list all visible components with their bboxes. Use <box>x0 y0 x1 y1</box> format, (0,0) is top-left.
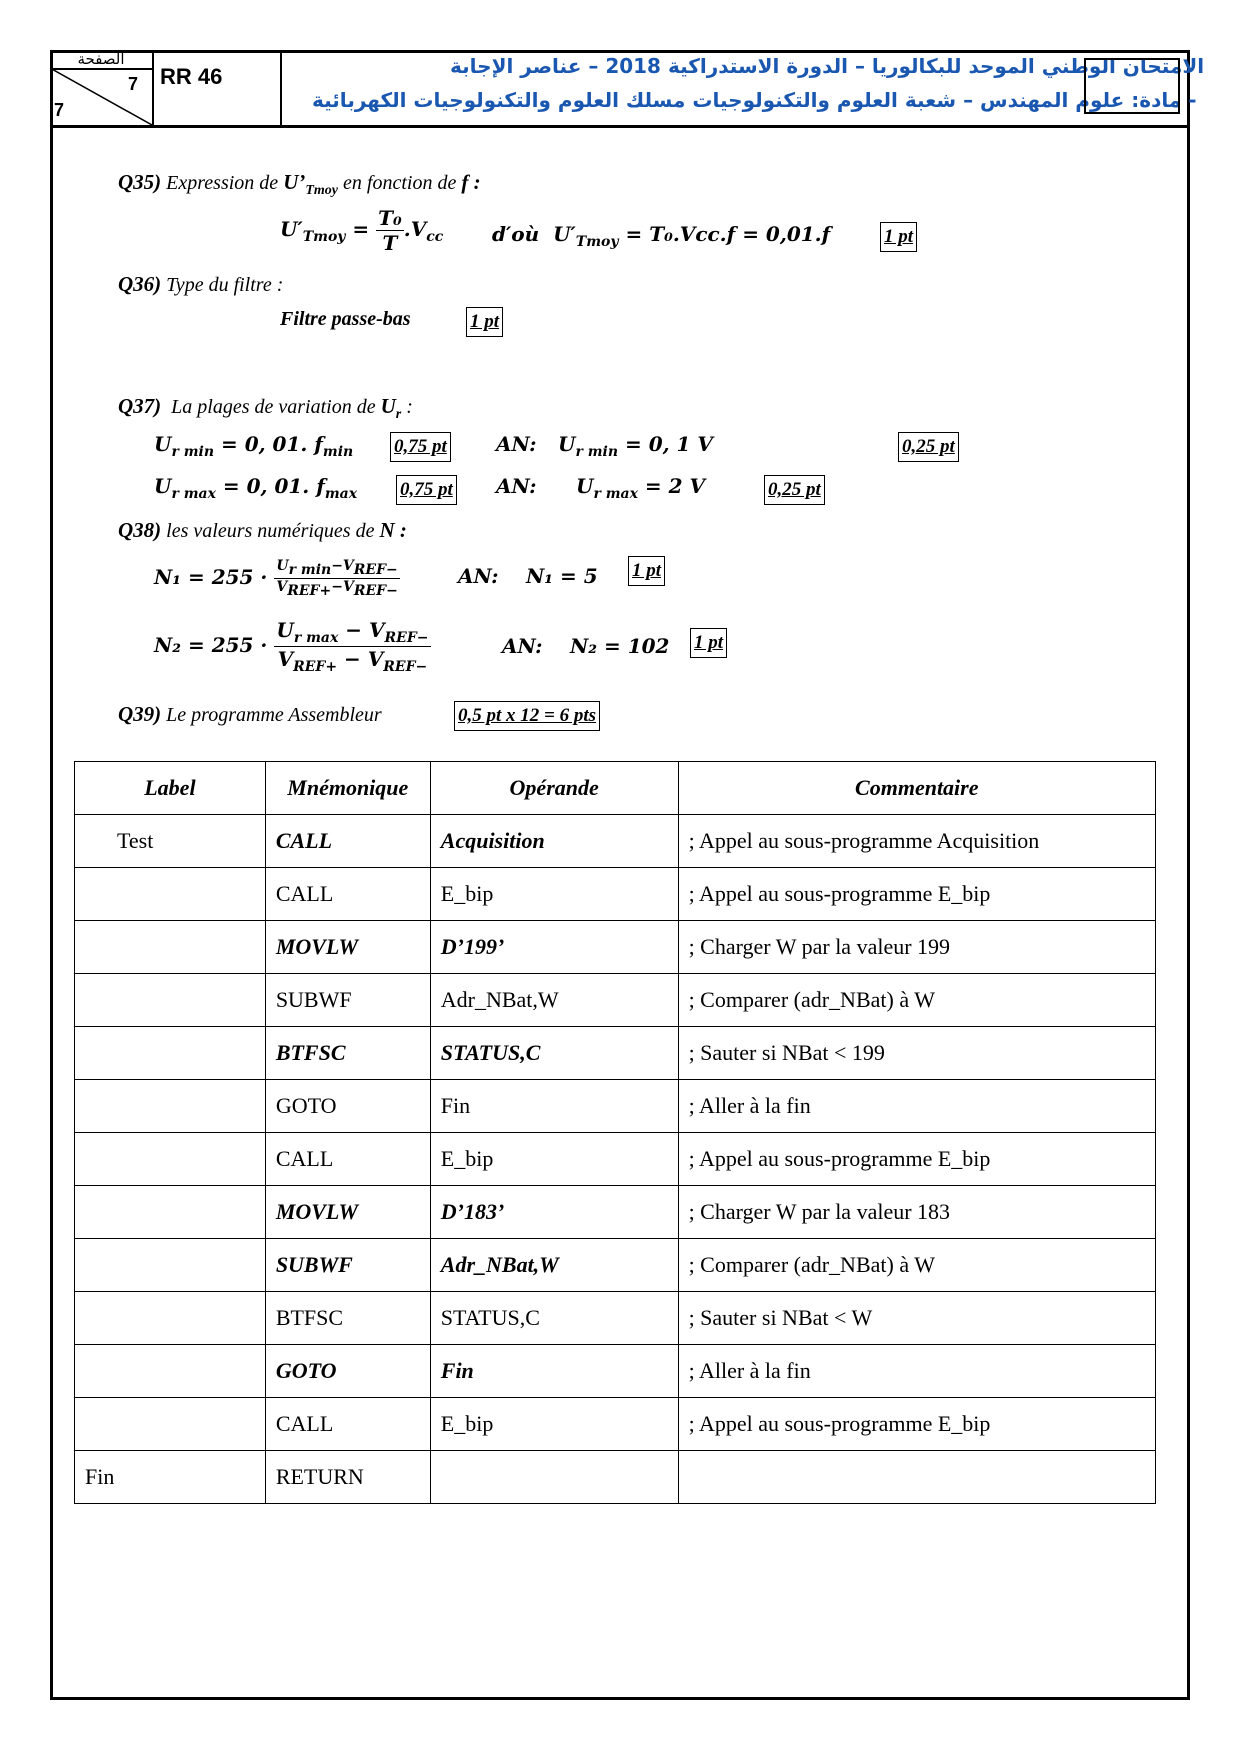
q36-text: Type du filtre : <box>166 274 284 296</box>
q37-row2-an-sub: r max <box>593 486 638 502</box>
q35-vcc: .V <box>403 217 427 241</box>
q37-row1-var-sub: r min <box>171 444 215 460</box>
cell-label <box>75 1239 266 1292</box>
q35-heading <box>118 170 481 199</box>
q37-row1-an-label: AN: <box>496 432 537 456</box>
table-row <box>75 1345 1156 1398</box>
q39-number: Q39) <box>118 702 162 726</box>
page-header <box>50 50 1205 128</box>
cell-label <box>75 1133 266 1186</box>
q38-n1-den-rest-sub: REF− <box>353 582 398 599</box>
cell-operand: STATUS,C <box>430 1027 678 1080</box>
q37-row1-an-points: 0,25 pt <box>898 432 959 462</box>
q37-text: La plages de variation de <box>171 396 376 418</box>
table-row <box>75 1398 1156 1451</box>
q37-row1-var: U <box>154 432 172 456</box>
table-header-row <box>75 762 1156 815</box>
exam-code: RR 46 <box>160 64 223 89</box>
q39-heading <box>118 702 382 727</box>
cell-comment <box>678 1451 1155 1504</box>
cell-mnemonic: CALL <box>265 815 430 868</box>
q36-points: 1 pt <box>466 307 503 337</box>
cell-operand: E_bip <box>430 868 678 921</box>
q38-n1-den-rest: −V <box>331 578 354 595</box>
cell-operand: E_bip <box>430 1398 678 1451</box>
table-row <box>75 1292 1156 1345</box>
cell-comment: ; Comparer (adr_NBat) à W <box>678 974 1155 1027</box>
q38-n2-num-rest-sub: REF− <box>384 630 429 646</box>
table-row <box>75 868 1156 921</box>
cell-label <box>75 1186 266 1239</box>
cell-comment: ; Appel au sous-programme Acquisition <box>678 815 1155 868</box>
q37-row2-rhs: = 0, 01. f <box>222 474 325 498</box>
cell-label <box>75 1292 266 1345</box>
cell-label <box>75 921 266 974</box>
cell-operand <box>430 1451 678 1504</box>
q37-row1-an-var: U <box>558 432 576 456</box>
q36-heading <box>118 272 283 297</box>
q38-n1-num-rest: −V <box>331 558 354 574</box>
cell-operand: Adr_NBat,W <box>430 974 678 1027</box>
q38-text: les valeurs numériques de <box>166 520 375 542</box>
cell-operand: D’199’ <box>430 921 678 974</box>
q38-n1-den <box>274 579 399 599</box>
q37-row1-points: 0,75 pt <box>390 432 451 462</box>
q37-colon: : <box>401 396 413 418</box>
q37-row1-rhs: = 0, 01. f <box>220 432 323 456</box>
cell-label <box>75 1027 266 1080</box>
q38-n1-an-label: AN: <box>458 564 499 588</box>
cell-mnemonic: MOVLW <box>265 1186 430 1239</box>
cell-mnemonic: BTFSC <box>265 1292 430 1345</box>
q35-points: 1 pt <box>880 222 917 252</box>
cell-mnemonic: CALL <box>265 1133 430 1186</box>
page-total: 7 <box>54 100 65 120</box>
q37-row1-eq <box>154 432 353 460</box>
q38-n2-den-sub: REF+ <box>293 659 338 675</box>
table-row <box>75 1451 1156 1504</box>
q35-frac-num: T₀ <box>378 206 402 230</box>
q39-points: 0,5 pt x 12 = 6 pts <box>454 701 600 731</box>
q35-eq2-sub: Tmoy <box>575 234 619 250</box>
grade-box <box>1084 58 1180 114</box>
table-row <box>75 1186 1156 1239</box>
q38-n2-value: N₂ = 102 <box>570 634 670 658</box>
q38-n2-den-rest: − V <box>337 647 384 671</box>
q38-n2-fraction <box>274 618 430 675</box>
cell-mnemonic: CALL <box>265 1398 430 1451</box>
q38-var: N : <box>379 518 407 542</box>
q35-text2: en fonction de <box>343 172 457 194</box>
cell-comment: ; Appel au sous-programme E_bip <box>678 868 1155 921</box>
table-row <box>75 1080 1156 1133</box>
q37-var: U <box>380 394 396 418</box>
q38-n1-points: 1 pt <box>628 556 665 586</box>
q37-row1-an-sub: r min <box>575 444 619 460</box>
cell-mnemonic: GOTO <box>265 1345 430 1398</box>
cell-mnemonic: SUBWF <box>265 1239 430 1292</box>
cell-label: Test <box>75 815 266 868</box>
q37-row2-an-label: AN: <box>496 474 537 498</box>
cell-label <box>75 1398 266 1451</box>
q35-result <box>492 222 830 250</box>
q37-row1-an <box>558 432 713 460</box>
cell-comment: ; Appel au sous-programme E_bip <box>678 1398 1155 1451</box>
q38-n2-lhs: N₂ = 255 · <box>154 633 268 657</box>
q38-n2-formula <box>154 618 431 675</box>
q35-vcc-sub: cc <box>426 229 444 245</box>
header-label: Label <box>75 762 266 815</box>
q36-number: Q36) <box>118 272 162 296</box>
q38-n1-lhs: N₁ = 255 · <box>154 564 268 589</box>
q38-n1-den-var: V <box>276 578 288 595</box>
q37-row2-eq <box>154 474 357 502</box>
q37-number: Q37) <box>118 394 162 418</box>
table-row <box>75 1027 1156 1080</box>
q37-row2-rhs-sub: max <box>324 486 358 502</box>
cell-comment: ; Sauter si NBat < 199 <box>678 1027 1155 1080</box>
q38-n2-den-rest-sub: REF− <box>383 659 428 675</box>
cell-operand: D’183’ <box>430 1186 678 1239</box>
page-label: الصفحة <box>50 50 152 70</box>
q38-n1-num-rest-sub: REF− <box>353 561 398 578</box>
q38-n1-num-sub: r min <box>288 561 332 578</box>
q37-var-sub: r <box>395 407 402 423</box>
table-row <box>75 1133 1156 1186</box>
q37-row2-an <box>576 474 705 502</box>
q38-number: Q38) <box>118 518 162 542</box>
cell-comment: ; Aller à la fin <box>678 1345 1155 1398</box>
cell-label <box>75 974 266 1027</box>
q38-n1-num <box>274 558 399 579</box>
cell-mnemonic: BTFSC <box>265 1027 430 1080</box>
cell-mnemonic: GOTO <box>265 1080 430 1133</box>
table-row <box>75 815 1156 868</box>
q35-f: f : <box>461 170 481 194</box>
cell-comment: ; Aller à la fin <box>678 1080 1155 1133</box>
q35-frac-den: T <box>382 231 398 255</box>
q38-n2-num-rest: − V <box>338 618 385 642</box>
q36-answer: Filtre passe-bas <box>280 308 411 330</box>
cell-comment: ; Charger W par la valeur 183 <box>678 1186 1155 1239</box>
header-mnemonique: Mnémonique <box>265 762 430 815</box>
q38-n2-points: 1 pt <box>690 628 727 658</box>
q39-text: Le programme Assembleur <box>166 704 382 726</box>
header-title-line1: الامتحان الوطني الموحد للبكالوريا – الدورة الاستدراكية 2018 – عناصر الإجابة <box>450 54 1205 78</box>
q37-row2-an-points: 0,25 pt <box>764 475 825 505</box>
q35-equation: $U'_{Tmoy}$ = $\frac{\text{T₀}}{T}$ $.V_{cc}$ <box>280 206 444 255</box>
cell-mnemonic: MOVLW <box>265 921 430 974</box>
cell-mnemonic: CALL <box>265 868 430 921</box>
q38-n2-num <box>274 618 430 647</box>
q38-n2-num-var: U <box>276 618 294 642</box>
q38-n1-value: N₁ = 5 <box>526 564 598 588</box>
exam-code-box <box>154 50 282 125</box>
page-number-box <box>50 50 154 125</box>
q35-text: Expression de <box>166 172 279 194</box>
header-title-line2: - مادة: علوم المهندس – شعبة العلوم والتكنولوجيات مسلك العلوم والتكنولوجيات الكهربائية <box>312 88 1197 112</box>
q35-eq2: U′ <box>553 222 576 246</box>
cell-comment: ; Comparer (adr_NBat) à W <box>678 1239 1155 1292</box>
q35-eq2-rhs: = T₀.Vcc.f = 0,01.f <box>625 222 831 246</box>
q38-n1-fraction <box>274 558 399 599</box>
q35-eq-left-sub: Tmoy <box>302 229 346 245</box>
cell-operand: Adr_NBat,W <box>430 1239 678 1292</box>
q35-number: Q35) <box>118 170 162 194</box>
cell-label <box>75 1345 266 1398</box>
cell-label: Fin <box>75 1451 266 1504</box>
q37-row2-an-var: U <box>576 474 594 498</box>
cell-operand: E_bip <box>430 1133 678 1186</box>
page-current: 7 <box>127 74 138 94</box>
cell-comment: ; Charger W par la valeur 199 <box>678 921 1155 974</box>
q38-n2-den-var: V <box>277 647 294 671</box>
cell-mnemonic: RETURN <box>265 1451 430 1504</box>
table-row <box>75 974 1156 1027</box>
header-operande: Opérande <box>430 762 678 815</box>
q38-heading <box>118 518 407 543</box>
q37-heading <box>118 394 413 423</box>
q38-n1-formula <box>154 558 400 599</box>
table-row <box>75 1239 1156 1292</box>
cell-operand: Acquisition <box>430 815 678 868</box>
header-commentaire: Commentaire <box>678 762 1155 815</box>
q38-n1-num-var: U <box>276 558 289 574</box>
q38-n2-den <box>274 647 430 675</box>
cell-label <box>75 868 266 921</box>
cell-comment: ; Appel au sous-programme E_bip <box>678 1133 1155 1186</box>
q37-row1-an-rhs: = 0, 1 V <box>624 432 713 456</box>
cell-operand: Fin <box>430 1080 678 1133</box>
q37-row2-points: 0,75 pt <box>396 475 457 505</box>
q37-row1-rhs-sub: min <box>322 444 354 460</box>
cell-label <box>75 1080 266 1133</box>
cell-operand: Fin <box>430 1345 678 1398</box>
q38-n2-an-label: AN: <box>502 634 543 658</box>
q37-row2-var: U <box>154 474 172 498</box>
q35-var-sub: Tmoy <box>305 183 339 199</box>
q38-n1-den-sub: REF+ <box>287 582 332 599</box>
q37-row2-an-rhs: = 2 V <box>644 474 706 498</box>
cell-mnemonic: SUBWF <box>265 974 430 1027</box>
q35-fraction <box>376 206 404 255</box>
assembler-program-table <box>74 761 1156 1504</box>
q35-dou: d′où <box>492 222 540 246</box>
q35-var: U’ <box>283 170 306 194</box>
q38-n2-num-sub: r max <box>293 630 339 646</box>
q37-row2-var-sub: r max <box>171 486 216 502</box>
q35-eq-left: U′ <box>280 217 303 241</box>
table-row <box>75 921 1156 974</box>
cell-comment: ; Sauter si NBat < W <box>678 1292 1155 1345</box>
cell-operand: STATUS,C <box>430 1292 678 1345</box>
